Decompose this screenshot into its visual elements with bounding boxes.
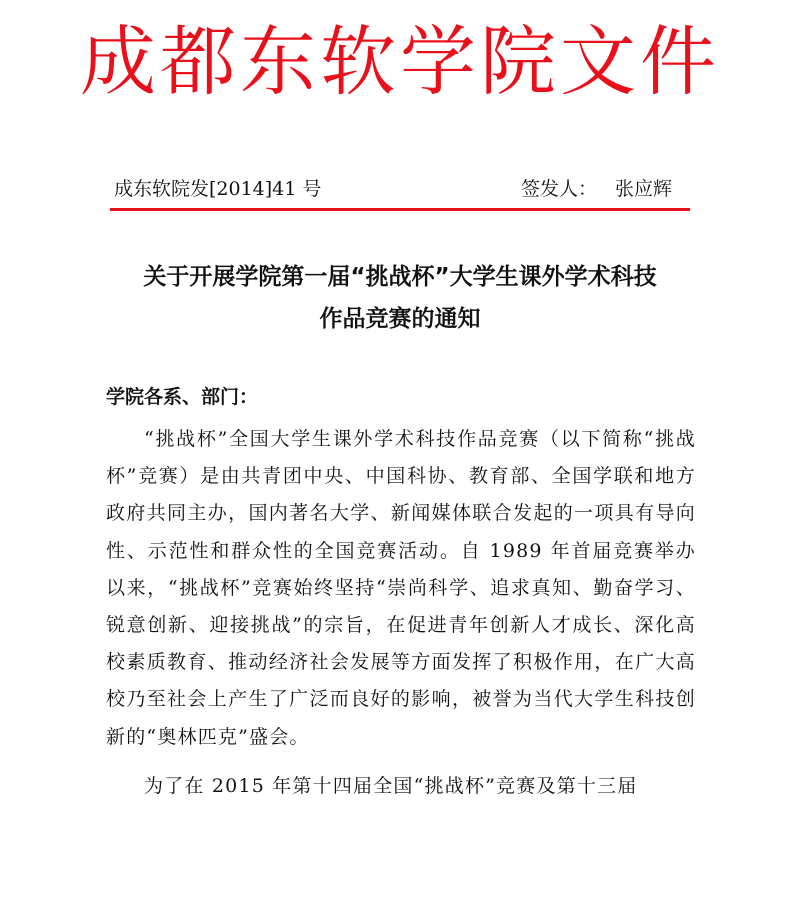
notice-title: [60, 256, 740, 340]
notice-body: [106, 421, 696, 805]
salutation: 学院各系、部门：: [106, 386, 259, 408]
document-header-title: 成都东软学院文件: [80, 17, 720, 106]
signer-block: [521, 174, 672, 204]
signer-name: 张应辉: [614, 178, 672, 200]
header-red-divider: [110, 208, 690, 211]
body-paragraph-1: “挑战杯”全国大学生课外学术科技作品竞赛（以下简称“挑战杯”竞赛）是由共青团中央、中国科协、教育部、全国学联和地方政府共同主办，国内著名大学、新闻媒体联合发起的一项具有导向性、示范性和群众性的全国竞赛活动。自 1989 年首届竞赛举办以来，“挑战杯”竞赛始终坚持“崇尚科学、追求真知、勤奋学习、锐意创新、迎接挑战”的宗旨，在促进青年创新人才成长、深化高校素质教育、推动经济社会发展等方面发挥了积极作用，在广大高校乃至社会上产生了广泛而良好的影响，被誉为当代大学生科技创新的“奥林匹克”盛会。: [106, 428, 696, 748]
document-meta-row: [114, 174, 686, 204]
notice-title-line-1: 关于开展学院第一届“挑战杯”大学生课外学术科技: [143, 264, 657, 290]
signer-label: 签发人：: [520, 178, 597, 200]
notice-title-line-2: 作品竞赛的通知: [319, 306, 481, 332]
document-number: 成东软院发[2014]41 号: [114, 178, 322, 200]
body-paragraph-2: 为了在 2015 年第十四届全国“挑战杯”竞赛及第十三届: [144, 774, 638, 797]
